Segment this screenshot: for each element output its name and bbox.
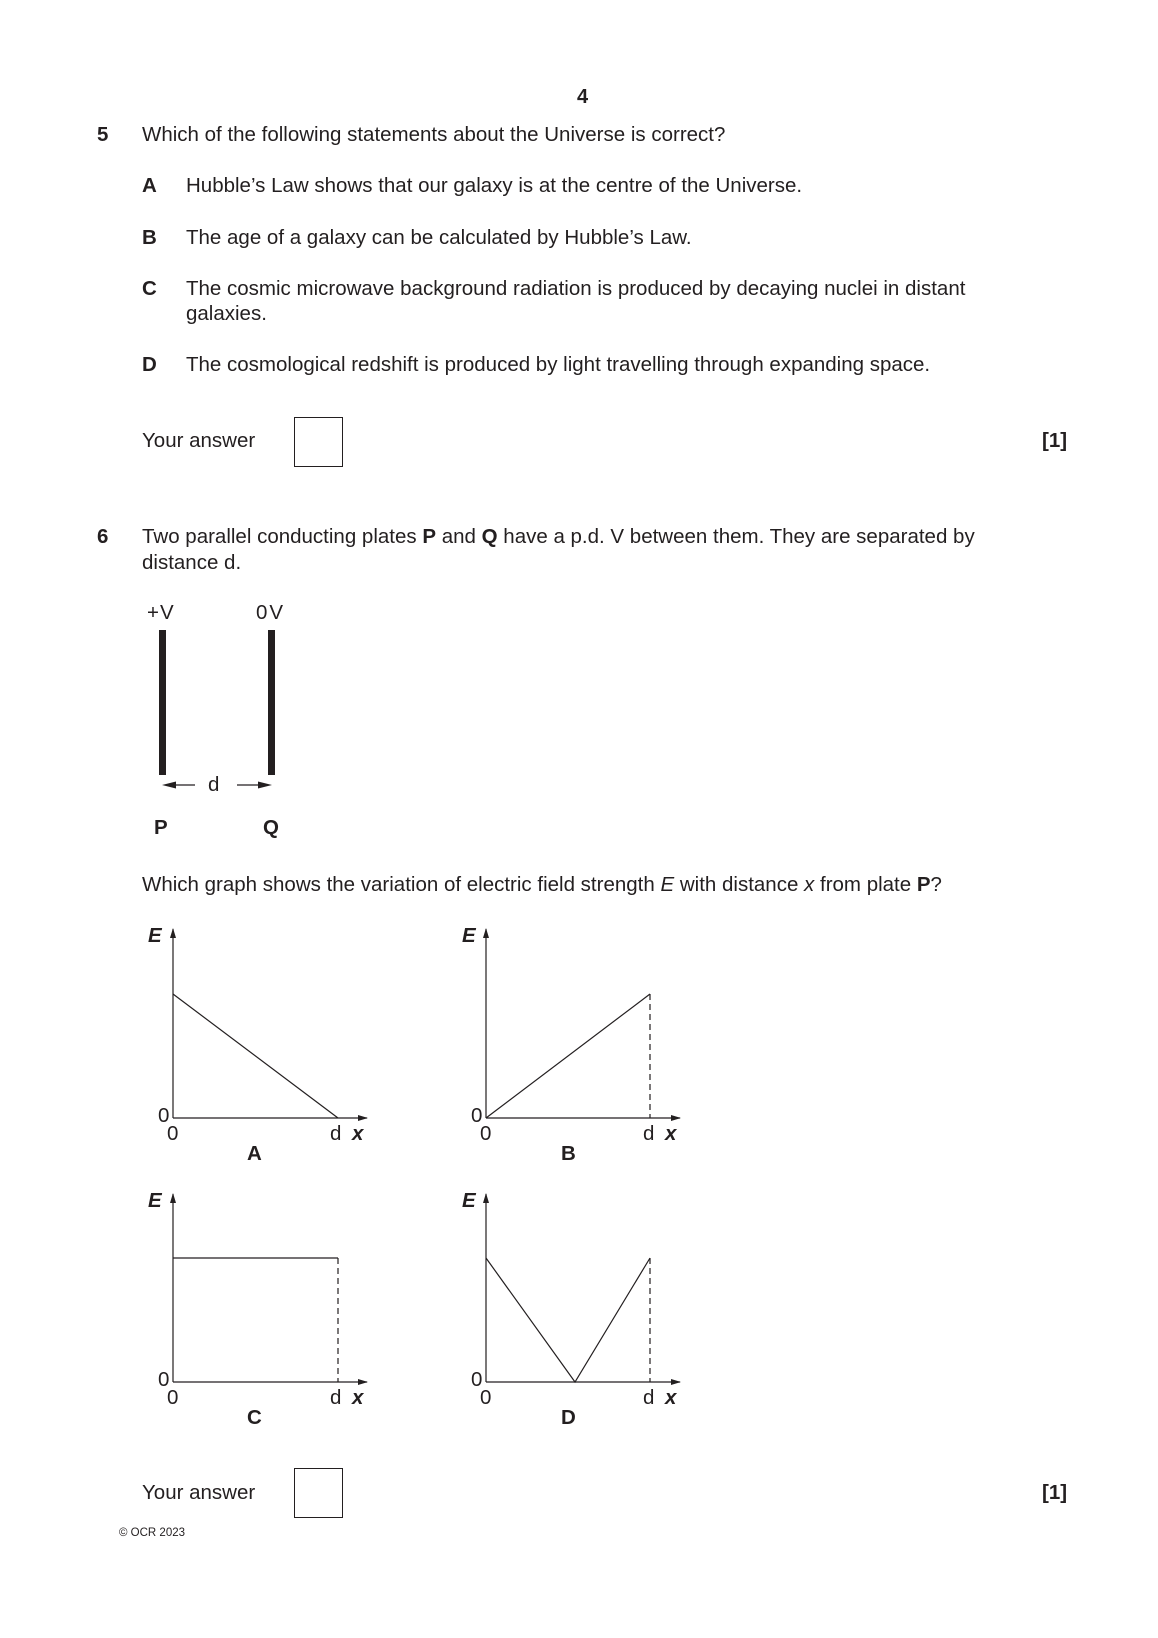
graph-c-origin-y: 0 [158,1368,170,1391]
graph-d-origin-y: 0 [471,1368,483,1391]
option-c-text-line2: galaxies. [186,302,267,325]
graph-b-y-label: E [462,924,476,947]
q5-answer-label: Your answer [142,429,256,452]
question-6-number: 6 [97,525,109,548]
graph-c-origin-x: 0 [167,1386,179,1409]
plate-p-voltage: +V [147,601,175,624]
graph-a-letter: A [247,1142,262,1165]
copyright-footer: © OCR 2023 [119,1527,186,1539]
graph-b-letter: B [561,1142,576,1165]
plate-q-ref: Q [481,525,498,548]
question-5-number: 5 [97,123,109,146]
question-6-stem-line2: distance d. [142,551,242,574]
plate-p-ref: P [422,525,437,548]
graph-d-origin-x: 0 [480,1386,492,1409]
graph-d-y-label: E [462,1189,476,1212]
question-text: from plate [814,873,917,896]
graph-d-x-label: x [665,1386,677,1409]
graph-a-origin-y: 0 [158,1104,170,1127]
option-b-text: The age of a galaxy can be calculated by Hubble’s Law. [186,226,692,249]
question-text: ? [930,873,942,896]
plate-q-voltage: 0V [256,601,286,624]
stem-text: have a p.d. V between them. They are separated by [497,525,975,548]
plate-p-ref: P [916,873,931,896]
option-c-letter: C [142,277,157,300]
symbol-e: E [660,873,675,896]
q6-answer-box[interactable] [294,1468,343,1518]
graph-c [173,1194,367,1382]
plate-p-label: P [154,816,168,839]
symbol-x: x [804,873,815,896]
graph-a [173,929,367,1118]
graph-d-d-label: d [643,1386,655,1409]
graph-b-origin-y: 0 [471,1104,483,1127]
option-a-text: Hubble’s Law shows that our galaxy is at the centre of the Universe. [186,174,803,197]
graph-c-letter: C [247,1406,262,1429]
plate-q-label: Q [263,816,279,839]
graph-c-x-label: x [352,1386,364,1409]
graph-d-letter: D [561,1406,576,1429]
graph-a-y-label: E [148,924,162,947]
graph-b-d-label: d [643,1122,655,1145]
graph-a-d-label: d [330,1122,342,1145]
graph-c-y-label: E [148,1189,162,1212]
graph-a-x-label: x [352,1122,364,1145]
option-d-letter: D [142,353,157,376]
option-a-letter: A [142,174,157,197]
q5-marks: [1] [1042,429,1068,452]
graph-b-origin-x: 0 [480,1122,492,1145]
separation-label: d [208,773,220,796]
question-text: with distance [674,873,805,896]
graph-b [486,929,680,1118]
graph-d [486,1194,680,1382]
q6-answer-label: Your answer [142,1481,256,1504]
graph-a-origin-x: 0 [167,1122,179,1145]
q6-marks: [1] [1042,1481,1068,1504]
page-number: 4 [577,86,589,108]
stem-text: and [436,525,482,548]
option-b-letter: B [142,226,157,249]
graph-c-d-label: d [330,1386,342,1409]
graph-b-x-label: x [665,1122,677,1145]
option-d-text: The cosmological redshift is produced by light travelling through expanding space. [186,353,931,376]
question-text: Which graph shows the variation of electric field strength [142,873,661,896]
question-5-stem: Which of the following statements about the Universe is correct? [142,123,726,146]
option-c-text-line1: The cosmic microwave background radiation is produced by decaying nuclei in distant [186,277,966,300]
stem-text: Two parallel conducting plates [142,525,423,548]
